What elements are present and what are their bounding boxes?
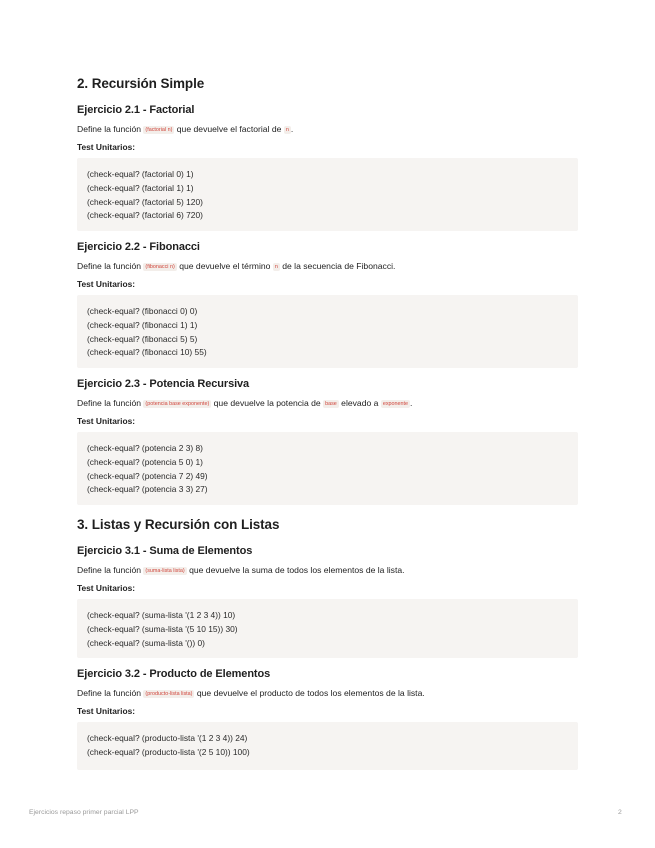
desc-text: que devuelve el producto de todos los elementos de la lista.	[196, 688, 425, 698]
exercise-title: Ejercicio 2.3 - Potencia Recursiva	[77, 378, 250, 390]
code-line: (check-equal? (potencia 5 0) 1)	[87, 456, 203, 467]
code-line: (check-equal? (potencia 3 3) 27)	[87, 484, 208, 495]
exercise-description	[77, 124, 293, 134]
code-block	[77, 432, 578, 505]
code-line: (check-equal? (factorial 6) 720)	[87, 210, 203, 221]
code-line: (check-equal? (suma-lista '(1 2 3 4)) 10)	[87, 610, 236, 620]
code-line: (check-equal? (potencia 2 3) 8)	[87, 443, 203, 453]
code-line: (check-equal? (factorial 0) 1)	[87, 169, 194, 179]
inline-code: (potencia base exponente)	[145, 401, 210, 407]
code-line: (check-equal? (producto-lista '(2 5 10)) 100)	[87, 746, 250, 757]
exercise-title: Ejercicio 2.1 - Factorial	[77, 104, 195, 116]
exercise-description	[77, 398, 412, 408]
desc-text: .	[290, 124, 294, 134]
footer-title: Ejercicios repaso primer parcial LPP	[29, 809, 139, 816]
code-line: (check-equal? (fibonacci 10) 55)	[87, 347, 207, 358]
desc-text: Define la función	[77, 261, 142, 271]
desc-text: que devuelve el término	[179, 261, 271, 271]
desc-text: Define la función	[77, 688, 142, 698]
code-block	[77, 158, 578, 231]
tests-label: Test Unitarios:	[77, 142, 136, 152]
desc-text: elevado a	[341, 398, 379, 408]
desc-text: que devuelve la potencia de	[213, 398, 321, 408]
desc-text: de la secuencia de Fibonacci.	[282, 261, 396, 271]
inline-code: (suma-lista lista)	[145, 568, 185, 574]
exercise-description	[77, 565, 405, 575]
desc-text: que devuelve la suma de todos los elementos de la lista.	[189, 565, 405, 575]
inline-code: exponente	[382, 401, 409, 407]
desc-text: .	[410, 398, 413, 408]
tests-label: Test Unitarios:	[77, 279, 136, 289]
inline-code: (producto-lista lista)	[145, 691, 193, 697]
tests-label: Test Unitarios:	[77, 416, 136, 426]
inline-code: (fibonacci n)	[145, 264, 175, 270]
tests-label: Test Unitarios:	[77, 706, 136, 716]
inline-code: (factorial n)	[145, 127, 173, 133]
exercise-title: Ejercicio 3.2 - Producto de Elementos	[77, 668, 271, 680]
code-line: (check-equal? (suma-lista '(5 10 15)) 30)	[87, 623, 238, 634]
code-line: (check-equal? (fibonacci 5) 5)	[87, 333, 198, 344]
inline-code: n	[285, 127, 289, 133]
code-line: (check-equal? (fibonacci 0) 0)	[87, 306, 198, 316]
code-line: (check-equal? (factorial 5) 120)	[87, 196, 203, 207]
exercise-title: Ejercicio 3.1 - Suma de Elementos	[77, 545, 253, 557]
code-line: (check-equal? (fibonacci 1) 1)	[87, 319, 198, 330]
code-block	[77, 295, 578, 368]
inline-code: base	[325, 401, 337, 407]
section-title: 3. Listas y Recursión con Listas	[77, 517, 280, 532]
exercise-description	[77, 261, 395, 271]
desc-text: Define la función	[77, 124, 142, 134]
exercise-title: Ejercicio 2.2 - Fibonacci	[77, 241, 200, 253]
code-line: (check-equal? (suma-lista '()) 0)	[87, 637, 205, 648]
code-line: (check-equal? (factorial 1) 1)	[87, 182, 194, 193]
tests-label: Test Unitarios:	[77, 583, 136, 593]
desc-text: Define la función	[77, 565, 142, 575]
desc-text: Define la función	[77, 398, 142, 408]
code-line: (check-equal? (producto-lista '(1 2 3 4)) 24)	[87, 733, 248, 743]
code-block	[77, 722, 578, 770]
code-line: (check-equal? (potencia 7 2) 49)	[87, 470, 208, 481]
section-title: 2. Recursión Simple	[77, 76, 205, 91]
page-number: 2	[618, 809, 622, 816]
code-block	[77, 599, 578, 658]
inline-code: n	[274, 264, 278, 270]
exercise-description	[77, 688, 425, 698]
desc-text: que devuelve el factorial de	[176, 124, 282, 134]
